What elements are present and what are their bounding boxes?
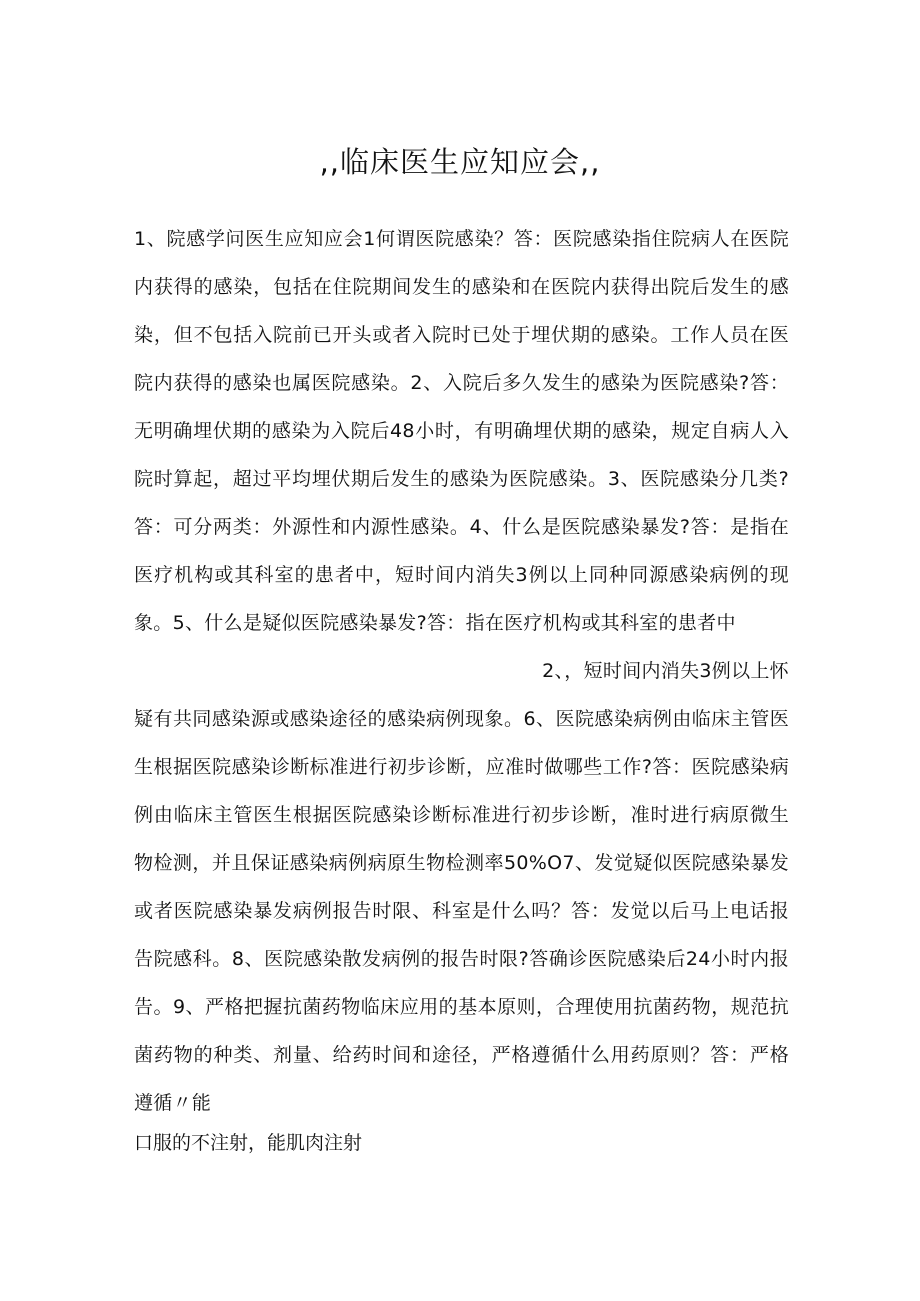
paragraph-2-first-line: 2、，短时间内消失3例以上怀 — [542, 660, 789, 682]
paragraph-2: 疑有共同感染源或感染途径的感染病例现象。6、医院感染病例由临床主管医生根据医院感染诊断标准进行初步诊断，应准时做哪些工作?答：医院感染病例由临床主管医生根据医院感染诊断标准进行初步诊断，准时进行病原微生物检测，并且保证感染病例病原生物检测率50%O7、发觉疑似医院感染暴发或者医院感染暴发病例报告时限、科室是什么吗？答：发觉以后马上电话报告院感科。8、医院感染散发病例的报告时限?答确诊医院感染后24小时内报告。9、严格把握抗菌药物临床应用的基本原则，合理使用抗菌药物，规范抗菌药物的种类、剂量、给药时间和途径，严格遵循什么用药原则？答：严格遵循〃能 — [134, 708, 789, 1114]
body-text-block-1 — [134, 215, 789, 647]
body-text-block-2 — [134, 647, 789, 1127]
paragraph-1: 1、院感学问医生应知应会1何谓医院感染？答：医院感染指住院病人在医院内获得的感染，包括在住院期间发生的感染和在医院内获得出院后发生的感染，但不包括入院前已开头或者入院时已处于埋伏期的感染。工作人员在医院内获得的感染也属医院感染。2、入院后多久发生的感染为医院感染?答：无明确埋伏期的感染为入院后48小时，有明确埋伏期的感染，规定自病人入院时算起，超过平均埋伏期后发生的感染为医院感染。3、医院感染分几类?答：可分两类：外源性和内源性感染。4、什么是医院感染暴发?答：是指在医疗机构或其科室的患者中，短时间内消失3例以上同种同源感染病例的现象。5、什么是疑似医院感染暴发?答：指在医疗机构或其科室的患者中 — [134, 228, 789, 634]
last-line-text: 口服的不注射，能肌肉注射 — [134, 1132, 363, 1154]
document-title: ,,临床医生应知应会,, — [319, 145, 601, 179]
